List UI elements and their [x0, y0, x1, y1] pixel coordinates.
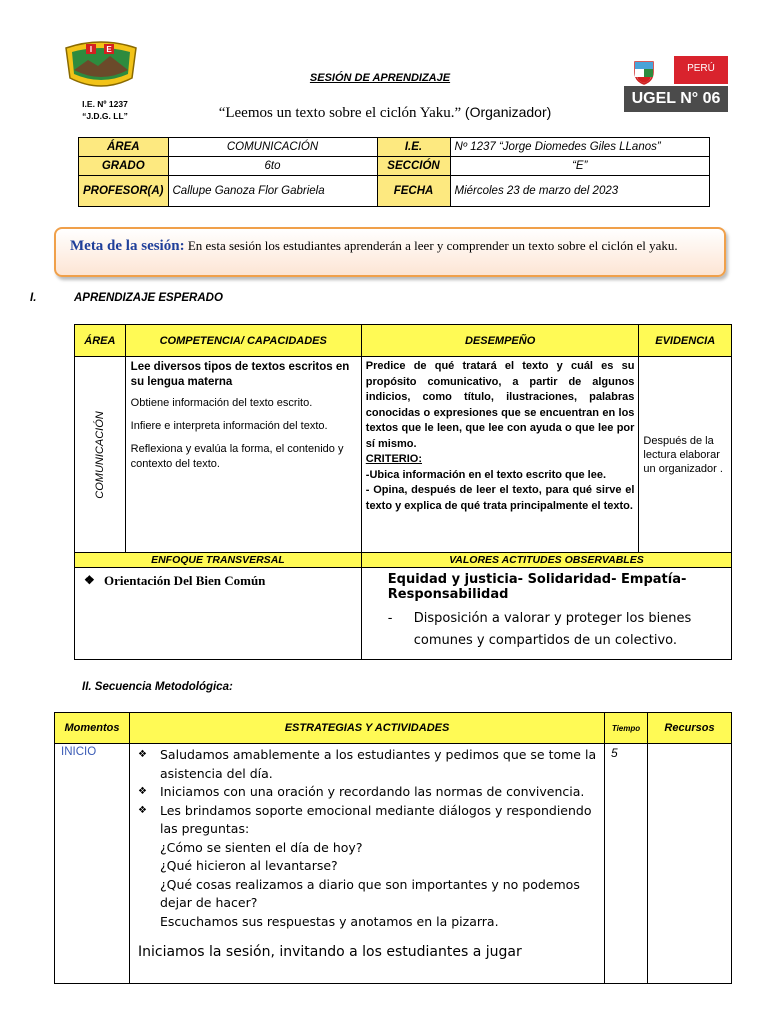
ie-label: I.E. — [377, 138, 450, 157]
section-1-title: APRENDIZAJE ESPERADO — [74, 292, 223, 304]
svg-text:E: E — [106, 45, 112, 54]
sequence-table — [54, 712, 732, 984]
grado-label: GRADO — [79, 157, 169, 176]
question-item: ¿Qué hicieron al levantarse? — [160, 858, 338, 873]
desempeno-cell — [361, 357, 639, 553]
enfoque-text: ❖ Orientación Del Bien Común — [84, 573, 266, 588]
activities-cell — [130, 744, 605, 984]
peru-label: PERÚ — [674, 56, 728, 84]
session-goal-label: Meta de la sesión: — [70, 238, 185, 254]
col-competencia-header: COMPETENCIA/ CAPACIDADES — [125, 325, 361, 357]
diamond-bullet-icon: ❖ — [84, 573, 95, 587]
session-subtitle: “Leemos un texto sobre el ciclón Yaku.” (Organizador) — [218, 104, 552, 121]
col-desempeno-header: DESEMPEÑO — [361, 325, 639, 357]
section-1-number: I. — [30, 292, 37, 304]
area-vertical-label: COMUNICACIÓN — [93, 410, 106, 499]
peru-shield-icon — [630, 58, 658, 86]
valores-header: VALORES ACTITUDES OBSERVABLES — [361, 553, 731, 568]
col-area-header: ÁREA — [75, 325, 126, 357]
criterio-item: - Opina, después de leer el texto, para qué sirve el texto y explica de qué trata principalmente el texto. — [365, 484, 635, 512]
profesor-label: PROFESOR(A) — [79, 176, 169, 207]
time-value: 5 — [605, 744, 648, 984]
ugel-label: UGEL N° 06 — [624, 86, 728, 112]
activity-item: ❖ Les brindamos soporte emocional mediante diálogos y respondiendo las preguntas: — [138, 802, 598, 839]
area-value: COMUNICACIÓN — [168, 138, 377, 157]
activity-item: ❖ Iniciamos con una oración y recordando las normas de convivencia. — [138, 783, 598, 802]
ie-value: Nº 1237 “Jorge Diomedes Giles LLanos” — [450, 138, 710, 157]
question-item: ¿Cómo se sienten el día de hoy? — [160, 839, 363, 855]
col-estrategias-header: ESTRATEGIAS Y ACTIVIDADES — [130, 713, 605, 744]
col-tiempo-header: Tiempo — [605, 713, 648, 744]
session-info-table — [78, 137, 710, 207]
closing-text: Iniciamos la sesión, invitando a los estudiantes a jugar — [138, 944, 522, 960]
competencia-cell — [125, 357, 361, 553]
valores-cell — [361, 568, 731, 660]
document-title: SESIÓN DE APRENDIZAJE — [309, 72, 451, 84]
session-goal-text: En esta sesión los estudiantes aprenderán a leer y comprender un texto sobre el ciclón el yaku. — [187, 238, 678, 253]
section-2-title: II. Secuencia Metodológica: — [82, 681, 233, 693]
capacidad-item: Obtiene información del texto escrito. — [130, 397, 313, 409]
profesor-value: Callupe Ganoza Flor Gabriela — [168, 176, 377, 207]
seccion-value: “E” — [450, 157, 710, 176]
capacidad-item: Infiere e interpreta información del texto. — [130, 420, 328, 432]
col-evidencia-header: EVIDENCIA — [639, 325, 732, 357]
school-logo — [62, 40, 140, 92]
learning-table — [74, 324, 732, 660]
desempeno-text: Predice de qué tratará el texto y cuál es su propósito comunicativo, a partir de algunos indicios, como título, ilustraciones, palabras conocidas o expresiones que se encuentran en los textos que le leen, que lee con ayuda o que lee por sí mismo. — [365, 360, 635, 450]
evidencia-cell: Después de la lectura elaborar un organizador . — [639, 357, 732, 553]
fecha-label: FECHA — [377, 176, 450, 207]
activity-item: ❖ Saludamos amablemente a los estudiantes y pedimos que se tome la asistencia del día. — [138, 746, 598, 783]
session-goal-box — [54, 227, 726, 277]
recursos-cell — [648, 744, 732, 984]
question-item: Escuchamos sus respuestas y anotamos en la pizarra. — [160, 913, 499, 929]
valores-title: Equidad y justicia- Solidaridad- Empatía- Responsabilidad — [387, 572, 687, 602]
moment-inicio: INICIO — [55, 744, 130, 984]
enfoque-header: ENFOQUE TRANSVERSAL — [75, 553, 362, 568]
subtitle-tag: (Organizador) — [464, 104, 552, 120]
area-cell — [75, 357, 126, 553]
svg-text:I: I — [89, 45, 93, 54]
col-recursos-header: Recursos — [648, 713, 732, 744]
capacidad-item: Reflexiona y evalúa la forma, el contenido y contexto del texto. — [130, 443, 344, 470]
question-item: ¿Qué cosas realizamos a diario que son importantes y no podemos dejar de hacer? — [160, 876, 580, 910]
school-code: I.E. Nº 1237 “J.D.G. LL” — [82, 99, 128, 121]
valores-item: - Disposición a valorar y proteger los bienes comunes y compartidos de un colectivo. — [387, 611, 692, 648]
col-momentos-header: Momentos — [55, 713, 130, 744]
fecha-value: Miércoles 23 de marzo del 2023 — [450, 176, 710, 207]
seccion-label: SECCIÓN — [377, 157, 450, 176]
competencia-title: Lee diversos tipos de textos escritos en su lengua materna — [130, 361, 350, 388]
criterio-label: CRITERIO: — [365, 453, 423, 465]
grado-value: 6to — [168, 157, 377, 176]
area-label: ÁREA — [79, 138, 169, 157]
enfoque-cell — [75, 568, 362, 660]
criterio-item: -Ubica información en el texto escrito que lee. — [365, 468, 607, 481]
